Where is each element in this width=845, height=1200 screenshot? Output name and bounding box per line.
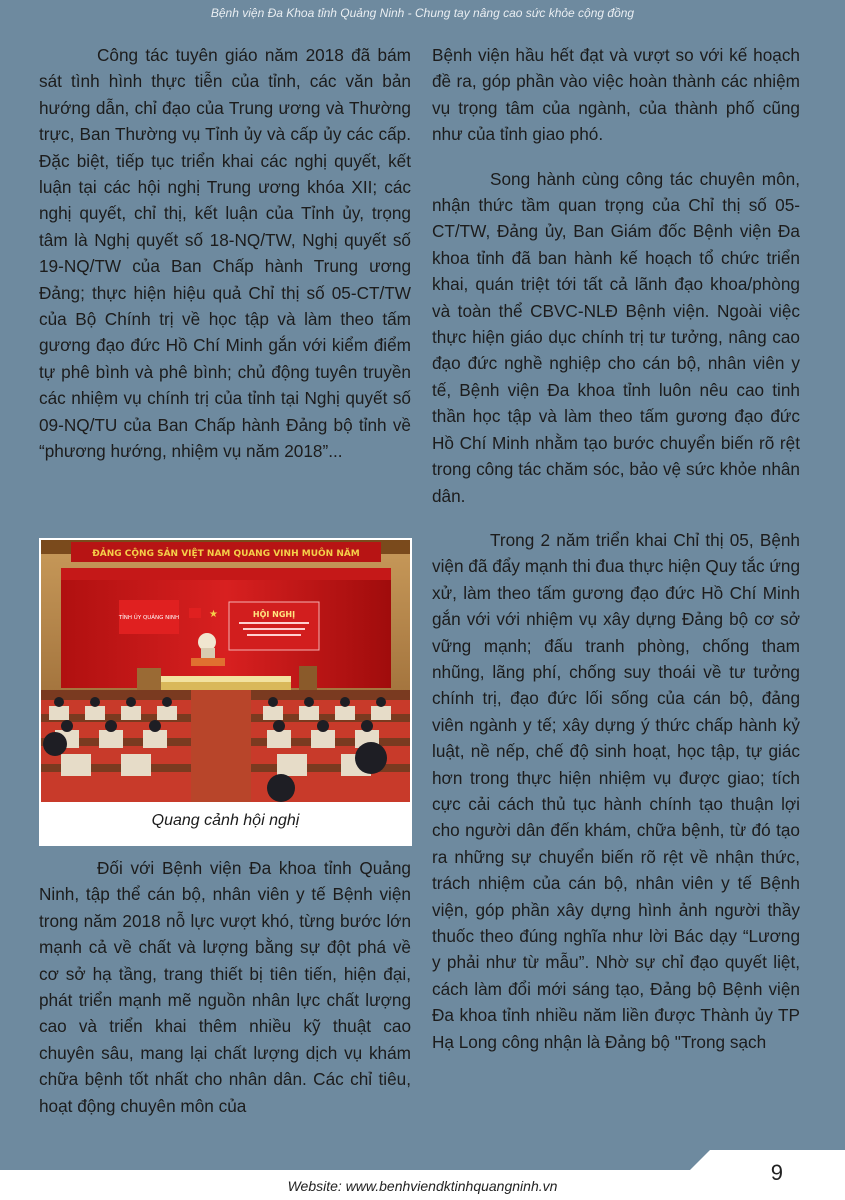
paragraph: Song hành cùng công tác chuyên môn, nhận thức tầm quan trọng của Chỉ thị số 05-CT/TW, Đảng ủy, Ban Giám đốc Bệnh viện Đa khoa tỉnh đã ban hành kế hoạch tổ chức triển khai, quán triệt tới tất cả lãnh đạo khoa/phòng và toàn thể CBVC-NLĐ Bệnh viện. Ngoài việc thực hiện giáo dục chính trị tư tưởng, nâng cao đạo đức nghề nghiệp cho cán bộ, nhân viên y tế, Bệnh viện Đa khoa tỉnh luôn nêu cao tinh thần học tập và làm theo tấm gương đạo đức Hồ Chí Minh nhằm tạo bước chuyển biến rõ rệt trong công tác chăm sóc, bảo vệ sức khỏe nhân dân.	[432, 168, 800, 506]
left-column	[39, 42, 411, 465]
conference-photo	[41, 540, 410, 802]
paragraph: Công tác tuyên giáo năm 2018 đã bám sát tình hình thực tiễn của tỉnh, các văn bản hướng dẫn, chỉ đạo của Trung ương và Thường trực, Ban Thường vụ Tỉnh ủy và cấp ủy các cấp. Đặc biệt, tiếp tục triển khai các nghị quyết, kết luận tại các hội nghị Trung ương khóa XII; các nghị quyết, chỉ thị, kết luận của Tỉnh ủy, trọng tâm là Nghị quyết số 18-NQ/TW, Nghị quyết số 19-NQ/TW của Ban Chấp hành Trung ương Đảng; thực hiện hiệu quả Chỉ thị số 05-CT/TW của Bộ Chính trị về học tập và làm theo tấm gương đạo đức Hồ Chí Minh gắn với kiểm điểm tự phê bình và phê bình; chủ động tuyên truyền các nhiệm vụ chính trị của tỉnh tại Nghị quyết số 09-NQ/TU của Ban Chấp hành Đảng bộ tỉnh về “phương hướng, nhiệm vụ năm 2018”...	[39, 45, 411, 462]
running-header: Bệnh viện Đa Khoa tỉnh Quảng Ninh - Chung tay nâng cao sức khỏe cộng đồng	[210, 6, 635, 20]
page-number: 9	[770, 1160, 783, 1185]
paragraph: Đối với Bệnh viện Đa khoa tỉnh Quảng Ninh, tập thể cán bộ, nhân viên y tế Bệnh viện trong năm 2018 nỗ lực vượt khó, từng bước lớn mạnh cả về chất và lượng bằng sự đột phá về cơ sở hạ tầng, trang thiết bị tiên tiến, hiện đại, phát triển mạnh mẽ nguồn nhân lực chất lượng cao và triển khai thêm nhiều kỹ thuật cao chuyên sâu, mang lại chất lượng dịch vụ khám chữa bệnh tốt nhất cho nhân dân. Các chỉ tiêu, hoạt động chuyên môn của	[39, 858, 411, 1116]
figure-caption: Quang cảnh hội nghị	[151, 812, 300, 829]
right-column	[432, 42, 800, 1055]
svg-text:★: ★	[209, 609, 218, 620]
paragraph: Trong 2 năm triển khai Chỉ thị 05, Bệnh viện đã đẩy mạnh thi đua thực hiện Quy tắc ứng xử, làm theo tấm gương đạo đức Hồ Chí Minh gắn với với nhiệm vụ xây dựng Đảng bộ cơ sở vững mạnh; đấu tranh phòng, chống tham nhũng, lãng phí, chống suy thoái về tư tưởng chính trị, đạo đức lối sống của cán bộ, đảng viên ngành y tế; xây dựng ý thức chấp hành kỷ luật, nề nếp, chế độ sinh hoạt, học tập, tự giác hơn trong thực hiện nhiệm vụ được giao; tích cực cải cách thủ tục hành chính tạo thuận lợi cho người dân đến khám, chữa bệnh, từ đó tạo ra những sự chuyển biến rõ rệt về nhận thức, trách nhiệm của cán bộ, nhân viên y tế Bệnh viện, góp phần xây dựng hình ảnh người thầy thuốc theo đúng nghĩa như lời Bác dạy “Lương y phải như từ mẫu”. Nhờ sự chỉ đạo quyết liệt, cách làm đổi mới sáng tạo, Đảng bộ Bệnh viện Đa khoa tỉnh nhiều năm liền được Thành ủy TP Hạ Long công nhận là Đảng bộ "Trong sạch	[432, 529, 800, 1052]
paragraph: Bệnh viện hầu hết đạt và vượt so với kế hoạch đề ra, góp phần vào việc hoàn thành các nhiệm vụ trọng tâm của ngành, của thành phố cũng như của tỉnh giao phó.	[432, 45, 800, 145]
website-link[interactable]: Website: www.benhviendktinhquangninh.vn	[287, 1178, 558, 1194]
stage-banner: ĐẢNG CỘNG SẢN VIỆT NAM QUANG VINH MUÔN NĂM	[92, 549, 360, 559]
left-column-lower	[39, 855, 411, 1119]
screen-title: HỘI NGHỊ	[252, 610, 296, 619]
stage-board-label: TỈNH ỦY QUẢNG NINH	[118, 615, 180, 621]
conference-figure	[39, 538, 412, 846]
